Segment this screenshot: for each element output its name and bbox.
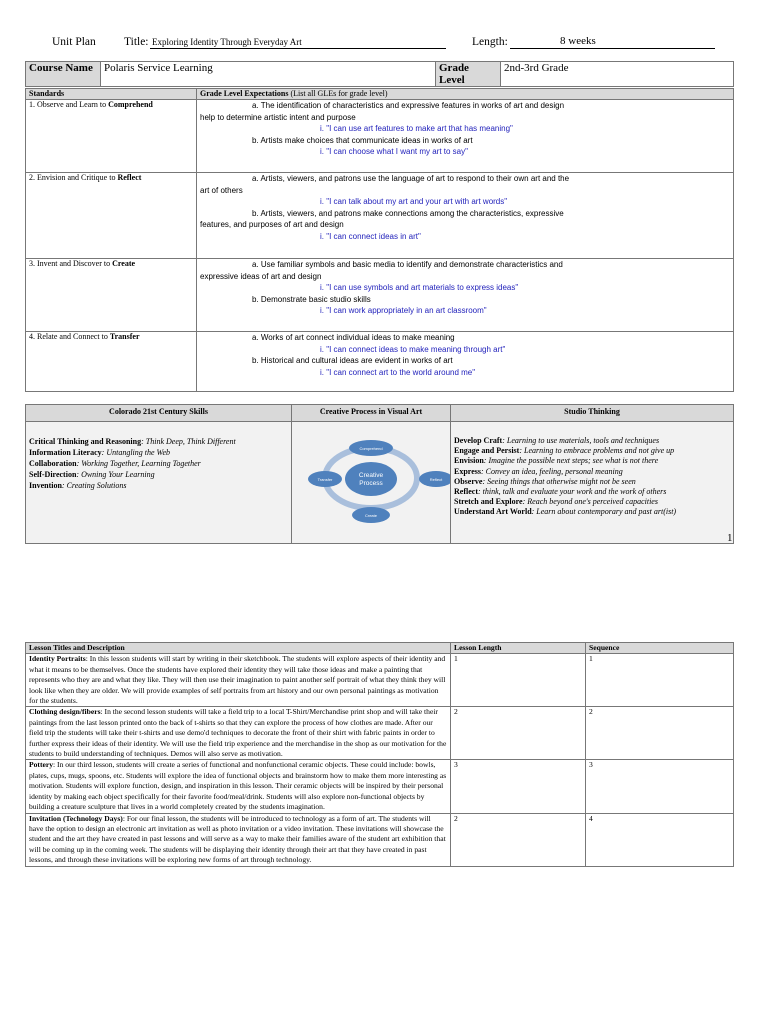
course-name-value: Polaris Service Learning bbox=[101, 62, 436, 87]
lesson-sequence: 3 bbox=[586, 760, 734, 813]
i-can-statement: i. "I can choose what I want my art to say" bbox=[320, 147, 468, 156]
standard-prefix: 2. Envision and Critique to bbox=[29, 173, 118, 182]
i-can-statement: i. "I can connect art to the world around me" bbox=[320, 367, 476, 377]
colorado-skills-list bbox=[26, 422, 292, 544]
standard-keyword: Comprehend bbox=[108, 100, 153, 109]
length-value: 8 weeks bbox=[560, 35, 596, 47]
standard-cell bbox=[26, 173, 197, 259]
standard-cell bbox=[26, 332, 197, 392]
colorado-skill bbox=[29, 458, 288, 469]
skill-desc: : Owning Your Learning bbox=[76, 470, 155, 479]
gle-header-rest: (List all GLEs for grade level) bbox=[288, 89, 388, 98]
process-center-label: Creative bbox=[358, 472, 384, 479]
lesson-length-header: Lesson Length bbox=[451, 643, 586, 654]
length-underline bbox=[510, 48, 715, 49]
lesson-length: 2 bbox=[451, 813, 586, 866]
colorado-skill bbox=[29, 447, 288, 458]
process-node-right-label: Reflect bbox=[429, 477, 443, 482]
gle-line: a. Artists, viewers, and patrons use the language of art to respond to their own art and the bbox=[252, 174, 570, 183]
lesson-description-cell bbox=[26, 707, 451, 760]
standard-keyword: Create bbox=[112, 259, 136, 268]
lesson-length: 3 bbox=[451, 760, 586, 813]
gle-line: a. The identification of characteristics and expressive features in works of art and design bbox=[252, 101, 565, 110]
gle-header-bold: Grade Level Expectations bbox=[200, 89, 289, 98]
skill-name: Self-Direction bbox=[29, 470, 77, 479]
gle-cell bbox=[197, 100, 734, 173]
i-can-statement: i. "I can use symbols and art materials to express ideas" bbox=[320, 283, 519, 292]
process-node-bottom-label: Create bbox=[364, 513, 378, 518]
lesson-sequence: 1 bbox=[586, 654, 734, 707]
skill-name: Collaboration bbox=[29, 459, 77, 468]
lesson-row bbox=[26, 707, 734, 760]
lesson-description: : In the second lesson students will take a field trip to a local T-Shirt/Merchandise print shop and will take their paintings from the last lesson printed onto the back of t-shirts so that they can explore the process of how clothes are made. After our field trip the students will take their t-shirts and use demo'd techniques to decorate the front of their shirt with fabric paints in order to further express their ideas of their identity. We will use the field trip experience and the merchandise in the shop as our motivation for the students to build understanding of techniques. Demos will also serve as motivation. bbox=[29, 707, 447, 759]
habit-name: Express bbox=[454, 466, 481, 476]
lesson-row bbox=[26, 654, 734, 707]
standard-row bbox=[26, 259, 734, 332]
studio-habit bbox=[454, 497, 730, 507]
skill-name: Invention bbox=[29, 481, 62, 490]
lesson-description: : In this lesson students will start by writing in their sketchbook. The students will explore aspects of their identity and what it means to be themselves. Once the students have explored their identity they will take those ideas and make a painting that represents who they are and what they like. They will then use their imagination to paint another self portrait of what they think they will look like when they are older. We will provide examples of self portraits from art history and our own personal paintings as motivation for the students. bbox=[29, 654, 446, 706]
standard-row bbox=[26, 173, 734, 259]
lesson-description-cell bbox=[26, 760, 451, 813]
title-value: Exploring Identity Through Everyday Art bbox=[152, 37, 302, 47]
lesson-title: Clothing design/fibers bbox=[29, 707, 101, 717]
gle-cell bbox=[197, 259, 734, 332]
skills-table bbox=[25, 404, 734, 544]
lesson-row bbox=[26, 760, 734, 813]
sequence-header: Sequence bbox=[586, 643, 734, 654]
gle-line: features, and purposes of art and design bbox=[200, 220, 344, 229]
gle-header bbox=[197, 89, 734, 100]
process-node-top-label: Comprehend bbox=[359, 446, 383, 451]
title-label: Title: bbox=[124, 36, 149, 48]
standard-prefix: 1. Observe and Learn to bbox=[29, 100, 109, 109]
gle-line: art of others bbox=[200, 185, 243, 195]
process-center-label-2: Process bbox=[359, 480, 383, 487]
standard-prefix: 3. Invent and Discover to bbox=[29, 259, 113, 268]
lesson-title: Invitation (Technology Days) bbox=[29, 813, 123, 823]
habit-desc: : Learn about contemporary and past art(ist) bbox=[531, 507, 677, 517]
process-node-left-label: Transfer bbox=[317, 477, 333, 482]
creative-process-diagram bbox=[292, 422, 450, 529]
habit-desc: : Learning to use materials, tools and techniques bbox=[502, 436, 660, 445]
lesson-description-cell bbox=[26, 654, 451, 707]
length-label: Length: bbox=[472, 36, 508, 48]
i-can-statement: i. "I can connect ideas in art" bbox=[320, 231, 421, 241]
lesson-length: 1 bbox=[451, 654, 586, 707]
studio-habit bbox=[454, 507, 730, 517]
lesson-row bbox=[26, 813, 734, 866]
studio-habit bbox=[454, 456, 730, 466]
standards-table bbox=[25, 88, 734, 392]
i-can-statement: i. "I can use art features to make art that has meaning" bbox=[320, 124, 513, 133]
standard-cell bbox=[26, 259, 197, 332]
title-underline bbox=[150, 48, 446, 49]
studio-habit bbox=[454, 487, 730, 497]
gle-line: b. Demonstrate basic studio skills bbox=[252, 294, 371, 304]
skill-desc: : Untangling the Web bbox=[101, 448, 171, 457]
lesson-title: Identity Portraits bbox=[29, 654, 86, 664]
gle-line: a. Use familiar symbols and basic media to identify and demonstrate characteristics and bbox=[252, 260, 563, 269]
i-can-statement: i. "I can talk about my art and your art with art words" bbox=[320, 197, 508, 206]
course-table bbox=[25, 61, 734, 87]
standard-keyword: Reflect bbox=[117, 173, 142, 182]
lesson-length: 2 bbox=[451, 707, 586, 760]
habit-name: Stretch and Explore bbox=[454, 497, 523, 507]
page-number: 1 bbox=[727, 532, 733, 544]
course-name-label: Course Name bbox=[26, 62, 101, 87]
colorado-skills-header bbox=[26, 405, 292, 422]
standard-row bbox=[26, 100, 734, 173]
lesson-description: : For our final lesson, the students will be introduced to technology as a form of art. The students will have the option to design an electronic art invitation as well as photo invitation or a video invitation. These invitations will showcase the student and the art they have created in past lessons and will serve as a way to make their families aware of the student art exhibition that will be coming up in the coming week. The students will be displaying their identity through their art that they have created in past lessons, and through these invitations will be exploring new forms of art through technology. bbox=[29, 813, 446, 865]
studio-thinking-header: Studio Thinking bbox=[451, 405, 734, 422]
habit-desc: : Seeing things that otherwise might not be seen bbox=[482, 476, 636, 486]
studio-habit bbox=[454, 477, 730, 487]
habit-name: Reflect bbox=[454, 487, 478, 497]
lesson-title: Pottery bbox=[29, 760, 54, 770]
i-can-statement: i. "I can work appropriately in an art classroom" bbox=[320, 306, 487, 315]
lesson-sequence: 2 bbox=[586, 707, 734, 760]
gle-line: expressive ideas of art and design bbox=[200, 271, 322, 281]
unit-plan-label: Unit Plan bbox=[52, 36, 96, 48]
skill-name: Critical Thinking and Reasoning bbox=[29, 437, 142, 446]
gle-cell bbox=[197, 173, 734, 259]
standards-header: Standards bbox=[26, 89, 197, 100]
unit-plan-header bbox=[0, 0, 768, 60]
creative-process-cell bbox=[292, 422, 451, 544]
lesson-description: : In our third lesson, students will create a series of functional and nonfunctional ceramic objects. These could include: bowls, plates, cups, mugs, spoons, etc. Students will explore the idea of functional objects and brainstorm how to make them more interesting as motivation. Students will explore function, design, and inspiration in this lesson. Their ceramic objects will be inspired by their personal identity by making each object specifically for their favorite food/meal/drink. Students will also explore non-functional objects by building a creature sculpture that lives in a world completely created by the students imagination. bbox=[29, 760, 447, 812]
gle-line: help to determine artistic intent and purpose bbox=[200, 112, 356, 122]
standard-row bbox=[26, 332, 734, 392]
skill-desc: : Think Deep, Think Different bbox=[141, 437, 236, 446]
process-center-node bbox=[345, 462, 397, 496]
skill-desc: : Working Together, Learning Together bbox=[76, 459, 201, 468]
gle-line: b. Artists make choices that communicate ideas in works of art bbox=[252, 135, 473, 145]
lesson-rows bbox=[26, 654, 734, 866]
skill-name: Information Literacy bbox=[29, 448, 102, 457]
studio-habit bbox=[454, 436, 730, 446]
habit-name: Envision bbox=[454, 456, 484, 466]
grade-level-value: 2nd-3rd Grade bbox=[501, 62, 734, 87]
gle-line: b. Historical and cultural ideas are evident in works of art bbox=[252, 356, 453, 365]
habit-desc: : think, talk and evaluate your work and the work of others bbox=[477, 487, 667, 497]
habit-desc: : Imagine the possible next steps; see what is not there bbox=[483, 456, 659, 466]
studio-thinking-list bbox=[451, 422, 734, 544]
habit-name: Develop Craft bbox=[454, 436, 503, 445]
gle-line: b. Artists, viewers, and patrons make connections among the characteristics, expressive bbox=[252, 208, 564, 218]
colorado-skills-title: Colorado 21st Century Skills bbox=[109, 407, 208, 416]
creative-process-header: Creative Process in Visual Art bbox=[292, 405, 451, 422]
habit-desc: : Reach beyond one's perceived capacities bbox=[522, 497, 658, 507]
colorado-skill bbox=[29, 469, 288, 480]
habit-name: Understand Art World bbox=[454, 507, 532, 517]
studio-habit bbox=[454, 446, 730, 456]
colorado-skill bbox=[29, 436, 288, 447]
gle-cell bbox=[197, 332, 734, 392]
i-can-statement: i. "I can connect ideas to make meaning through art" bbox=[320, 344, 506, 354]
standard-prefix: 4. Relate and Connect to bbox=[29, 332, 110, 341]
colorado-skill bbox=[29, 480, 288, 491]
habit-desc: : Convey an idea, feeling, personal meaning bbox=[480, 466, 623, 476]
grade-level-label: Grade Level bbox=[436, 62, 501, 87]
skill-desc: : Creating Solutions bbox=[61, 481, 127, 490]
habit-name: Engage and Persist bbox=[454, 446, 520, 456]
lesson-sequence: 4 bbox=[586, 813, 734, 866]
gle-line: a. Works of art connect individual ideas to make meaning bbox=[252, 333, 455, 342]
habit-name: Observe bbox=[454, 476, 483, 486]
lessons-header: Lesson Titles and Description bbox=[26, 643, 451, 654]
standard-keyword: Transfer bbox=[109, 332, 140, 341]
studio-habit bbox=[454, 467, 730, 477]
habit-desc: : Learning to embrace problems and not give up bbox=[519, 446, 675, 456]
lesson-description-cell bbox=[26, 813, 451, 866]
lessons-table bbox=[25, 642, 734, 867]
standard-cell bbox=[26, 100, 197, 173]
